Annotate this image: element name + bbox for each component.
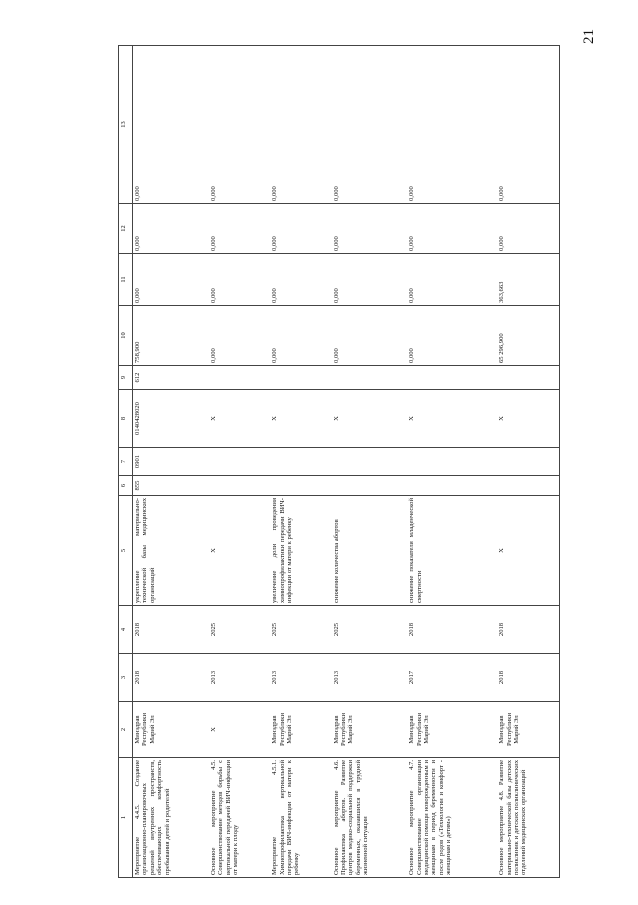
table-cell-col-4: 2025 [209,606,270,654]
table-cell-col-6: 855 [133,476,210,496]
table-cell-col-3: 2018 [497,654,559,702]
column-header: 2 [119,702,133,758]
table-cell-col-6 [209,476,270,496]
table-cell-col-9: 612 [133,366,210,390]
table-cell-col-12: 0,000 [332,204,408,254]
table-cell-col-7 [407,448,497,476]
table-cell-col-6 [407,476,497,496]
table-cell-col-9 [332,366,408,390]
column-header: 11 [119,254,133,306]
column-header: 8 [119,390,133,448]
table-cell-col-4: 2018 [407,606,497,654]
table-cell-col-5: X [497,496,559,606]
table-cell-col-13: 0,000 [497,46,559,204]
table-cell-col-3: 2017 [407,654,497,702]
table-cell-col-7 [497,448,559,476]
table-cell-col-1: Мероприятие 4.4.5. Создание организационно-планировочных решений внутренних пространств, обеспечивающих комфортность пребывания детей и родителей [133,758,210,878]
header-row [119,46,133,878]
table-cell-col-10: 758,900 [133,306,210,366]
program-table-wrapper [118,46,560,878]
table-cell-col-5: X [209,496,270,606]
table-cell-col-9 [407,366,497,390]
table-cell-col-2: X [209,702,270,758]
table-cell-col-1: Основное мероприятие 4.8. Развитие материально-технической базы детских поликлиник и детских поликлинических отделений медицинских организаций [497,758,559,878]
table-cell-col-4: 2018 [133,606,210,654]
table-cell-col-8: X [332,390,408,448]
table-cell-col-4: 2018 [497,606,559,654]
table-cell-col-6 [332,476,408,496]
table-cell-col-8: X [209,390,270,448]
table-row [209,46,270,878]
column-header: 5 [119,496,133,606]
table-cell-col-7: 0901 [133,448,210,476]
table-cell-col-11: 0,000 [332,254,408,306]
table-cell-col-1: Мероприятие 4.5.1. Химиопрофилактика вертикальной передачи ВИЧ-инфекции от матери к ребенку [270,758,331,878]
table-cell-col-10: 0,000 [332,306,408,366]
table-cell-col-11: 0,000 [407,254,497,306]
table-cell-col-13: 0,000 [270,46,331,204]
table-cell-col-5: снижение количества абортов [332,496,408,606]
table-cell-col-10: 0,000 [270,306,331,366]
table-cell-col-4: 2025 [270,606,331,654]
table-cell-col-8: X [497,390,559,448]
table-cell-col-3: 2018 [133,654,210,702]
table-cell-col-6 [270,476,331,496]
table-cell-col-7 [332,448,408,476]
table-cell-col-9 [270,366,331,390]
table-cell-col-8: X [270,390,331,448]
table-cell-col-12: 0,000 [407,204,497,254]
table-cell-col-12: 0,000 [209,204,270,254]
table-cell-col-4: 2025 [332,606,408,654]
table-cell-col-10: 0,000 [209,306,270,366]
table-row [407,46,497,878]
table-cell-col-12: 0,000 [497,204,559,254]
table-row [332,46,408,878]
page-number: 21 [581,29,597,44]
table-cell-col-5: укрепление материально-технической базы медицинских организаций [133,496,210,606]
table-cell-col-12: 0,000 [270,204,331,254]
table-cell-col-10: 65 296,900 [497,306,559,366]
table-cell-col-11: 0,000 [270,254,331,306]
table-cell-col-9 [497,366,559,390]
table-cell-col-3: 2013 [270,654,331,702]
column-header: 7 [119,448,133,476]
program-table [118,45,560,878]
table-row [270,46,331,878]
column-header: 10 [119,306,133,366]
table-cell-col-8: 0140428020 [133,390,210,448]
table-cell-col-11: 363,663 [497,254,559,306]
table-cell-col-2: Минздрав Республики Марий Эл [407,702,497,758]
column-header: 3 [119,654,133,702]
table-cell-col-2: Минздрав Республики Марий Эл [332,702,408,758]
table-cell-col-2: Минздрав Республики Марий Эл [497,702,559,758]
table-cell-col-5: снижение показателя младенческой смертности [407,496,497,606]
table-cell-col-2: Минздрав Республики Марий Эл [270,702,331,758]
table-cell-col-8: X [407,390,497,448]
table-cell-col-1: Основное мероприятие 4.5. Совершенствование методов борьбы с вертикальной передачей ВИЧ-инфекции от матери к плоду [209,758,270,878]
column-header: 13 [119,46,133,204]
table-row [133,46,210,878]
table-row [497,46,559,878]
table-cell-col-13: 0,000 [407,46,497,204]
table-cell-col-3: 2013 [209,654,270,702]
column-header: 9 [119,366,133,390]
table-cell-col-13: 0,000 [209,46,270,204]
table-cell-col-1: Основное мероприятие 4.6. Профилактика абортов. Развитие центров медико-социальной поддержки беременных, оказавшихся в трудной жизненной ситуации [332,758,408,878]
table-cell-col-7 [209,448,270,476]
column-header: 4 [119,606,133,654]
table-cell-col-13: 0,000 [133,46,210,204]
table-cell-col-13: 0,000 [332,46,408,204]
table-cell-col-12: 0,000 [133,204,210,254]
table-cell-col-5: увеличение доли проведения химиопрофилактики передачи ВИЧ-инфекции от матери к ребенку [270,496,331,606]
table-cell-col-10: 0,000 [407,306,497,366]
table-cell-col-11: 0,000 [133,254,210,306]
table-cell-col-2: Минздрав Республики Марий Эл [133,702,210,758]
table-cell-col-9 [209,366,270,390]
table-cell-col-11: 0,000 [209,254,270,306]
table-cell-col-6 [497,476,559,496]
table-cell-col-7 [270,448,331,476]
column-header: 6 [119,476,133,496]
table-cell-col-1: Основное мероприятие 4.7. Совершенствование организации медицинской помощи новорожденным и женщинам в период беременности и после родов («Технологии и комфорт - женщинам и детям») [407,758,497,878]
column-header: 12 [119,204,133,254]
column-header: 1 [119,758,133,878]
table-cell-col-3: 2013 [332,654,408,702]
